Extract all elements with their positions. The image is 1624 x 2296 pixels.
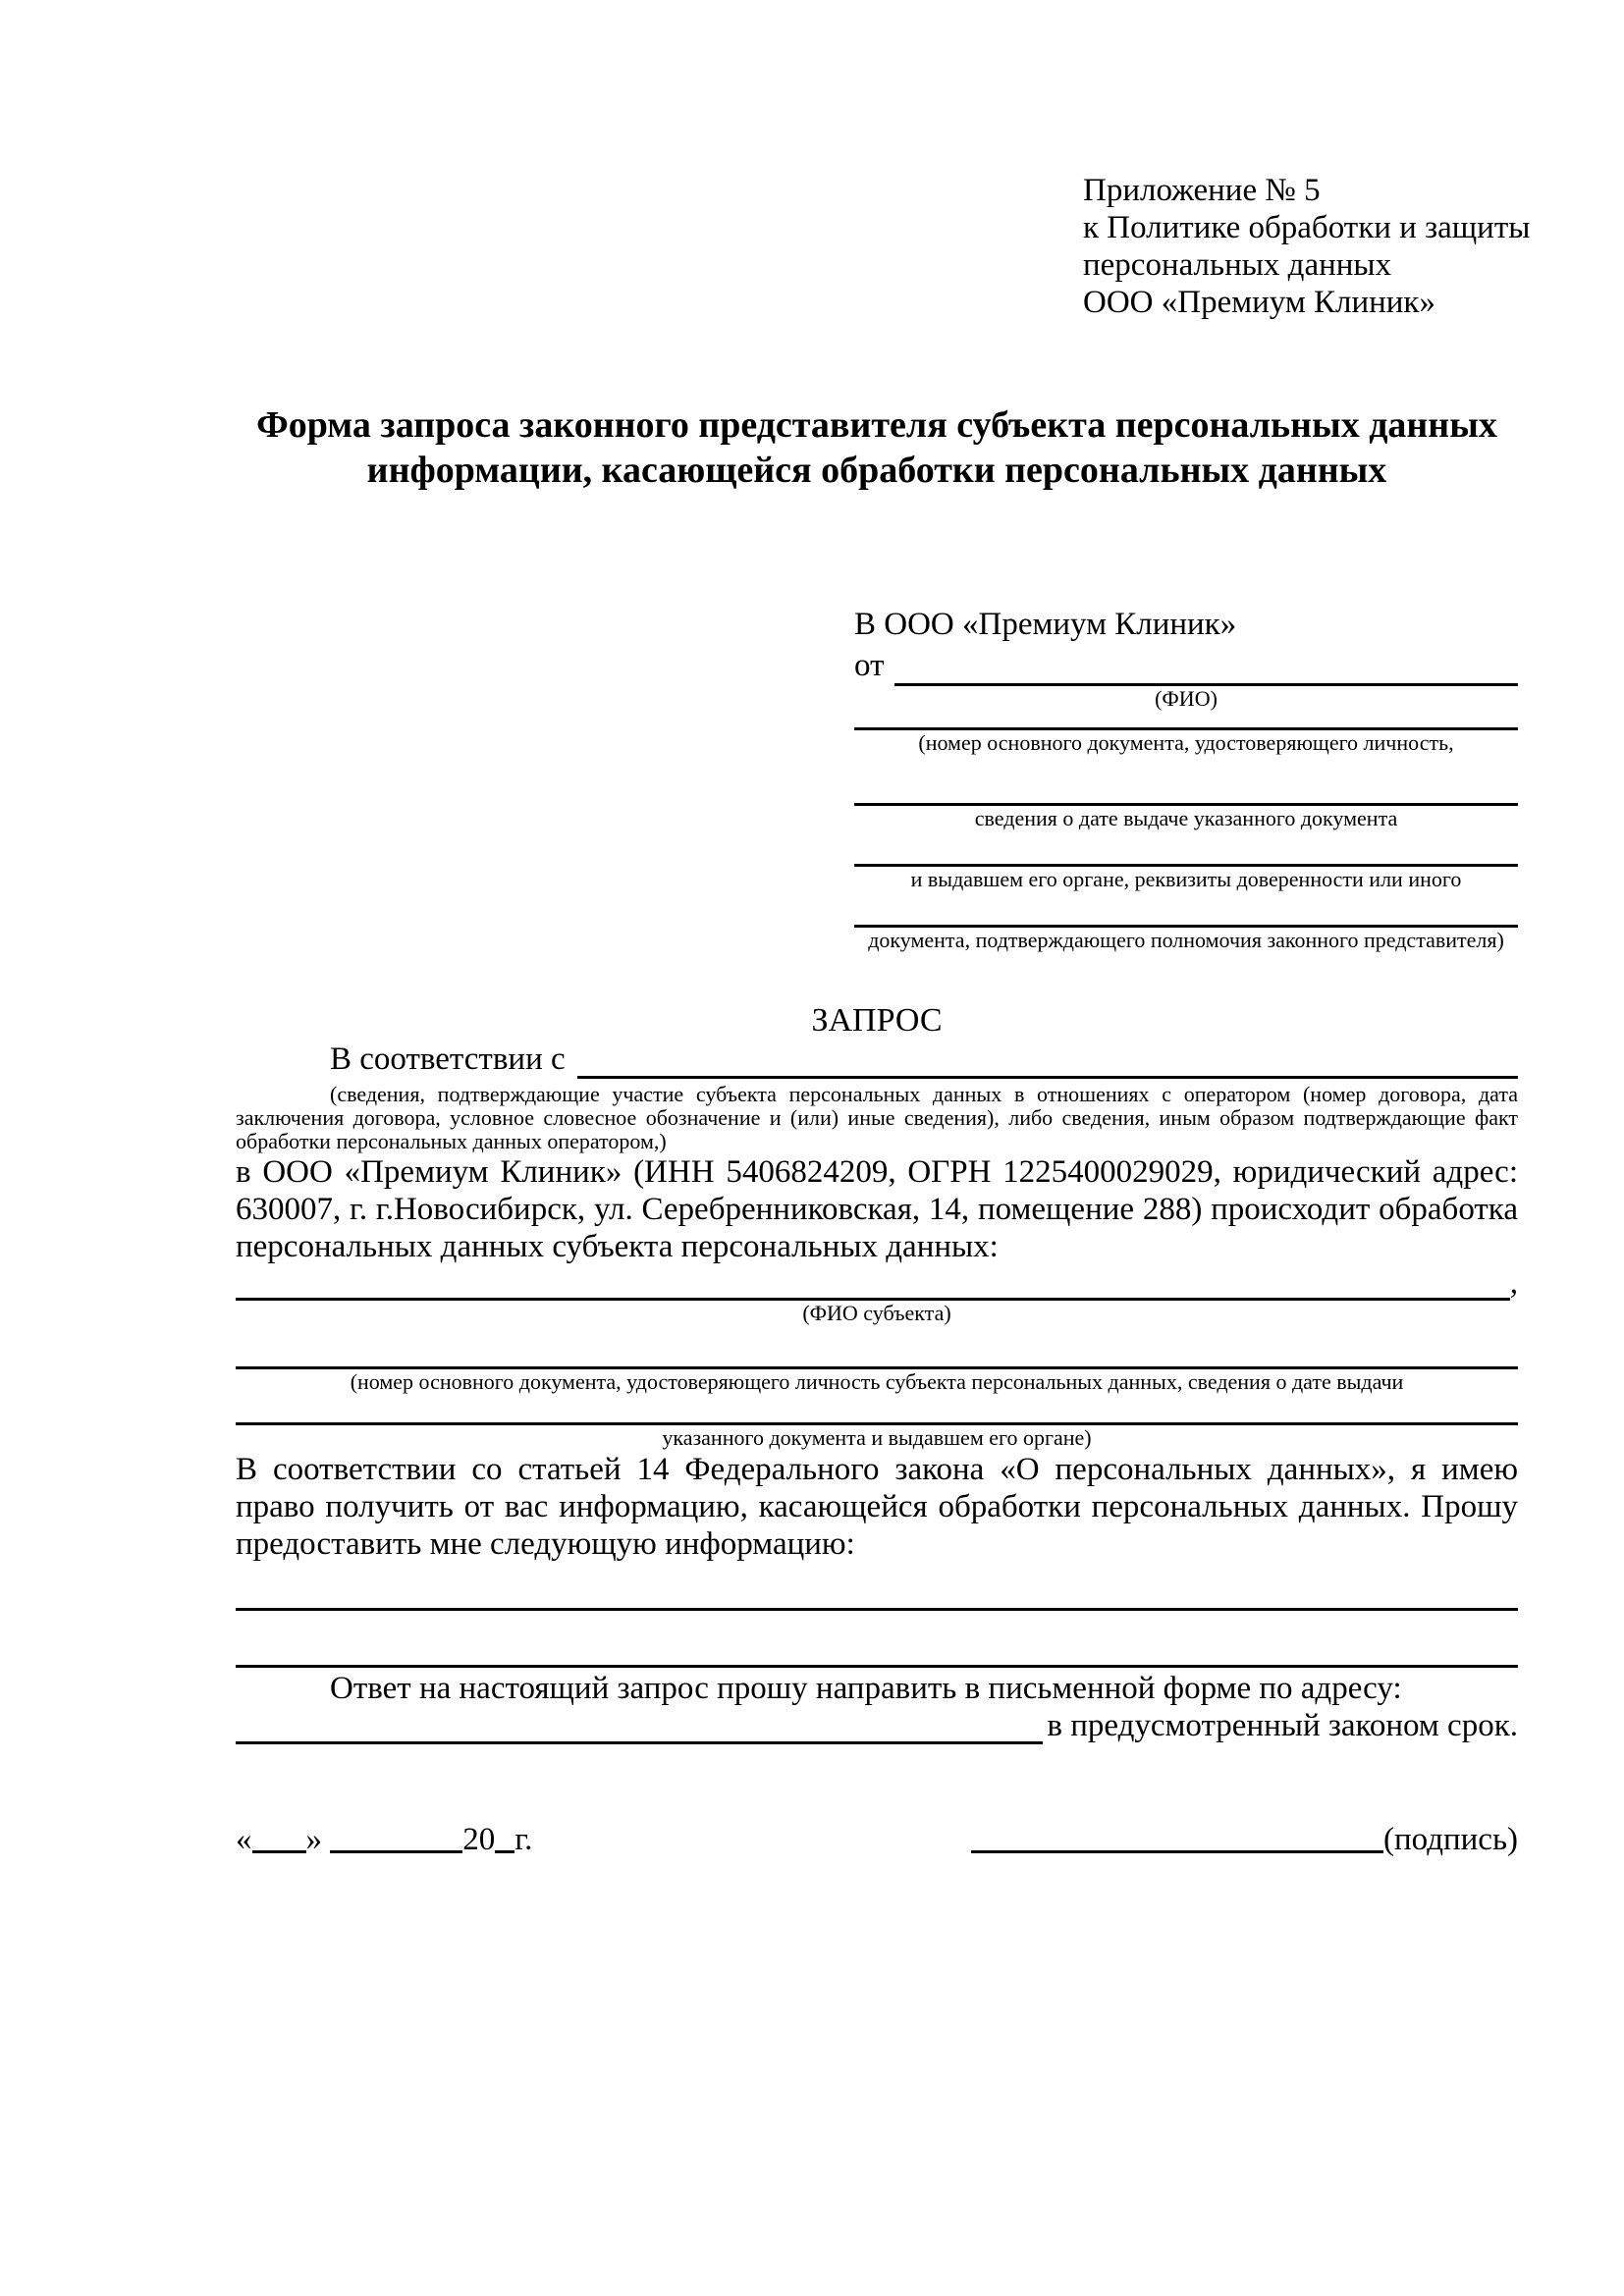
- info-blank-line: [236, 1563, 1518, 1611]
- doc-blank-caption: (номер основного документа, удостоверяющего личность,: [918, 730, 1454, 755]
- law-paragraph: В соответствии со статьей 14 Федерального закона «О персональных данных», я имею право получить от вас информацию, касающейся обработки персональных данных. Прошу предоставить мне следующую информацию:: [236, 1452, 1518, 1562]
- reply-sentence: Ответ на настоящий запрос прошу направить в письменной форме по адресу:: [330, 1671, 1402, 1706]
- year-blank-line: [495, 1848, 514, 1853]
- date-field: [236, 1821, 532, 1858]
- fio-blank-line: [894, 652, 1519, 686]
- doc-blank-caption: сведения о дате выдаче указанного документа: [974, 806, 1398, 830]
- annex-block: [1083, 172, 1531, 321]
- operator-paragraph: в ООО «Премиум Клиник» (ИНН 5406824209, ОГРН 1225400029029, юридический адрес: 630007, г. г.Новосибирск, ул. Серебренниковская, 14, помещение 288) происходит обработка персональных данных субъекта персональных данных:: [236, 1154, 1518, 1264]
- date-quote-close: »: [305, 1822, 322, 1857]
- addressee-block: [854, 604, 1518, 953]
- doc-blank-line: [854, 892, 1518, 928]
- subject-doc-caption-2: указанного документа и выдавшем его органе): [662, 1425, 1092, 1450]
- accordance-blank-line: [577, 1046, 1518, 1079]
- subject-fio-caption: (ФИО субъекта): [802, 1301, 951, 1325]
- day-blank-line: [252, 1848, 306, 1853]
- subject-doc-blank-line: [236, 1395, 1518, 1425]
- signature-row: [236, 1821, 1518, 1858]
- doc-blank-line: [854, 756, 1518, 806]
- accordance-label: В соответствии с: [330, 1041, 566, 1077]
- year-suffix: г.: [514, 1822, 533, 1857]
- accordance-caption: (сведения, подтверждающие участие субъекта персональных данных в отношениях с оператором (номер договора, дата заключения договора, условное словесное обозначение и (или) иные сведения), либо сведения, иным образом подтверждающие факт обработки персональных данных оператором,): [236, 1082, 1518, 1153]
- from-label: от: [854, 648, 885, 683]
- subject-fio-blank-line: [236, 1270, 1510, 1301]
- doc-blank-caption: документа, подтверждающего полномочия законного представителя): [868, 928, 1504, 952]
- signature-blank-line: [971, 1848, 1383, 1853]
- subject-doc-blank-line: [236, 1326, 1518, 1369]
- month-blank-line: [330, 1848, 462, 1853]
- address-blank-line: [236, 1714, 1043, 1744]
- signature-field: [971, 1821, 1518, 1858]
- subject-comma: ,: [1509, 1265, 1518, 1301]
- subject-doc-caption-1: (номер основного документа, удостоверяющего личность субъекта персональных данных, сведения о дате выдачи: [350, 1369, 1404, 1394]
- addressee-from-row: [854, 645, 1518, 686]
- annex-line: к Политике обработки и защиты: [1083, 210, 1531, 245]
- subject-fio-row: [236, 1265, 1518, 1301]
- request-heading: ЗАПРОС: [811, 1002, 943, 1039]
- doc-blank-line: [854, 831, 1518, 867]
- annex-line: персональных данных: [1083, 247, 1392, 283]
- doc-blank-caption: и выдавшем его органе, реквизиты доверенности или иного: [910, 867, 1462, 891]
- document-title: [236, 402, 1518, 493]
- date-quote-open: «: [236, 1822, 252, 1857]
- document-title-line-2: информации, касающейся обработки персональных данных: [366, 450, 1387, 491]
- reply-address-row: [236, 1707, 1518, 1744]
- signature-caption: (подпись): [1383, 1822, 1518, 1857]
- doc-blank-line: [854, 712, 1518, 730]
- accordance-row: [236, 1040, 1518, 1079]
- reply-tail: в предусмотренный законом срок.: [1047, 1708, 1518, 1743]
- addressee-to: В ООО «Премиум Клиник»: [854, 607, 1237, 642]
- document-title-line-1: Форма запроса законного представителя субъекта персональных данных: [256, 404, 1497, 446]
- info-blank-line: [236, 1611, 1518, 1668]
- fio-caption: (ФИО): [1155, 686, 1218, 711]
- annex-line: ООО «Премиум Клиник»: [1083, 285, 1435, 320]
- annex-line: Приложение № 5: [1083, 173, 1321, 208]
- year-prefix: 20: [462, 1822, 496, 1857]
